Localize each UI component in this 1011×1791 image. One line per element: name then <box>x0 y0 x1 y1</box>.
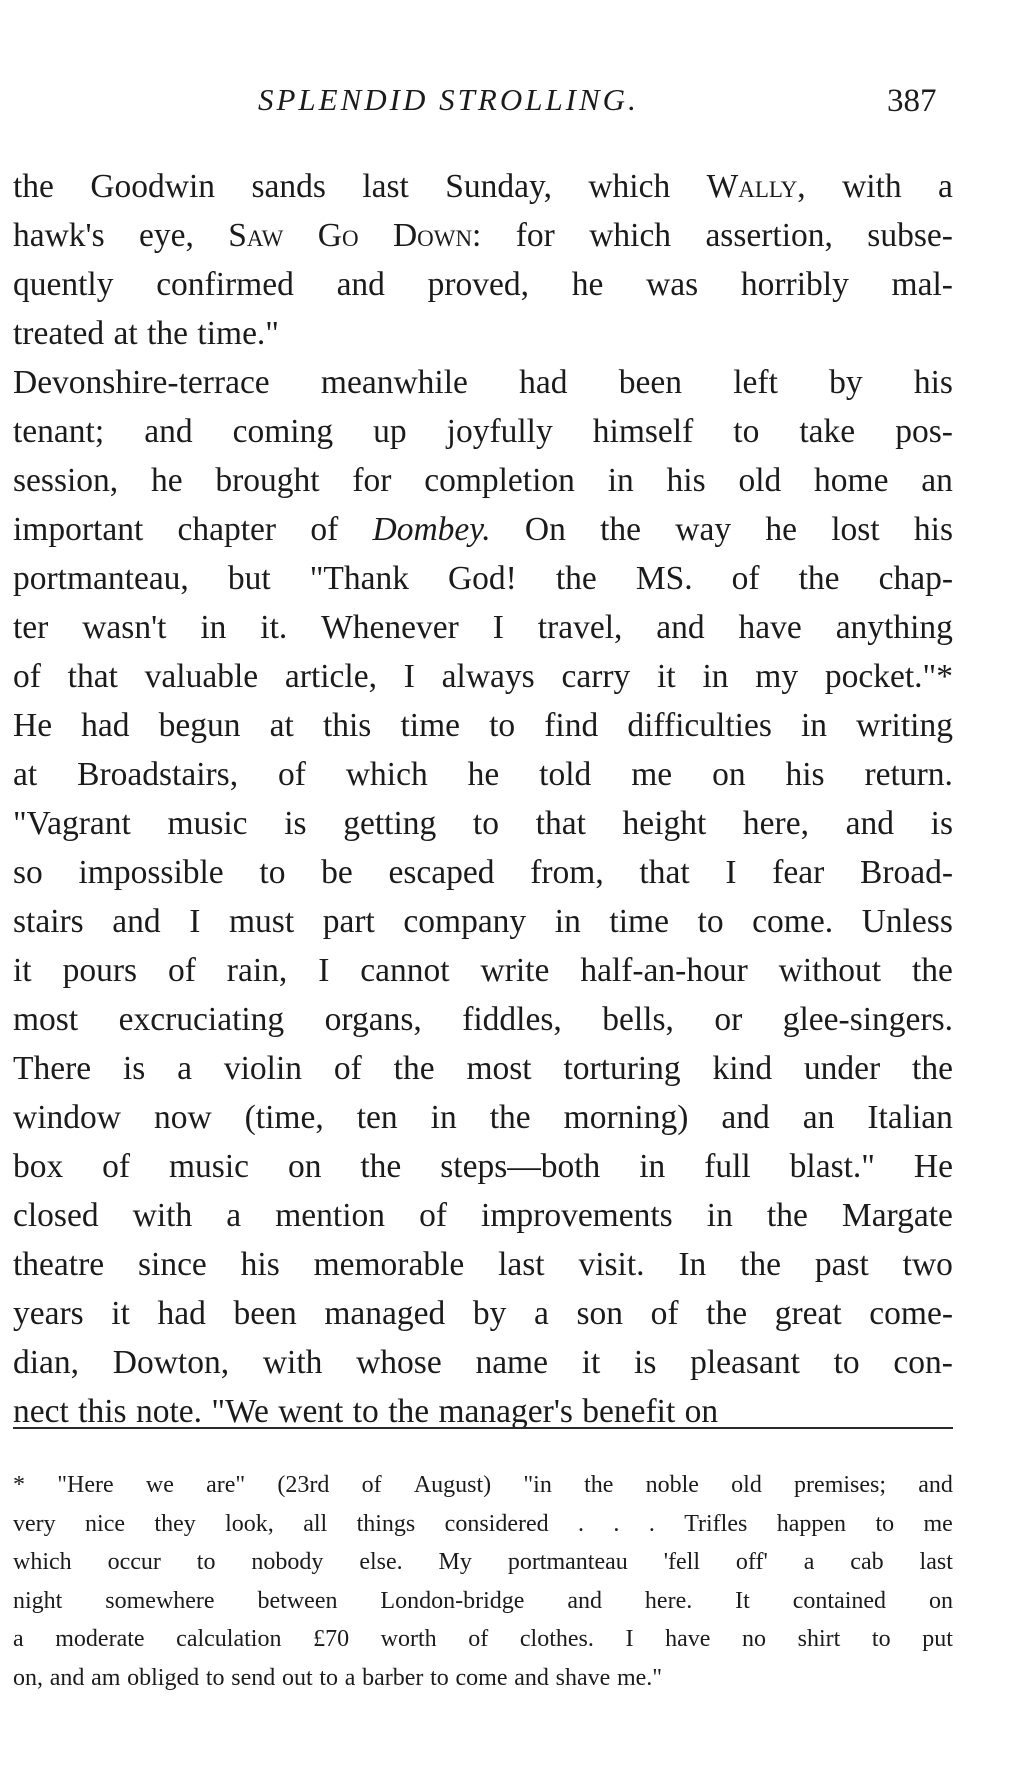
footnote-line: on, and am obliged to send out to a barber to come and shave me." <box>13 1664 663 1691</box>
body-line: stairs and I must part company in time to come. Unless <box>13 903 953 940</box>
body-line: most excruciating organs, fiddles, bells, or glee-singers. <box>13 1001 953 1038</box>
body-line: years it had been managed by a son of the great come- <box>13 1295 953 1332</box>
body-line: dian, Dowton, with whose name it is pleasant to con- <box>13 1344 953 1381</box>
body-line: He had begun at this time to find difficulties in writing <box>13 707 953 744</box>
body-line: box of music on the steps—both in full blast." He <box>13 1148 953 1185</box>
body-line: treated at the time." <box>13 315 279 352</box>
footnote-line: * "Here we are" (23rd of August) "in the noble old premises; and <box>13 1472 953 1498</box>
body-line: the Goodwin sands last Sunday, which Wally, with a <box>13 168 953 205</box>
body-line: hawk's eye, Saw Go Down: for which assertion, subse- <box>13 217 953 254</box>
body-line: Devonshire-terrace meanwhile had been left by his <box>13 364 953 401</box>
body-line: tenant; and coming up joyfully himself to take pos- <box>13 413 953 450</box>
body-line: nect this note. "We went to the manager's benefit on <box>13 1393 719 1430</box>
body-line: important chapter of Dombey. On the way he lost his <box>13 511 953 548</box>
body-line: "Vagrant music is getting to that height here, and is <box>13 805 953 842</box>
body-line: at Broadstairs, of which he told me on his return. <box>13 756 953 793</box>
running-title: SPLENDID STROLLING. <box>258 82 639 117</box>
footnote-line: night somewhere between London-bridge and here. It contained on <box>13 1587 953 1614</box>
body-line: portmanteau, but "Thank God! the MS. of the chap- <box>13 560 953 597</box>
body-line: so impossible to be escaped from, that I fear Broad- <box>13 854 953 891</box>
body-line: session, he brought for completion in his old home an <box>13 462 953 499</box>
footnote-line: which occur to nobody else. My portmanteau 'fell off' a cab last <box>13 1549 953 1575</box>
body-line: it pours of rain, I cannot write half-an-hour without the <box>13 952 953 989</box>
body-line: quently confirmed and proved, he was horribly mal- <box>13 266 953 303</box>
footnote-rule <box>13 1427 953 1429</box>
running-head <box>0 82 1011 132</box>
body-line: theatre since his memorable last visit. In the past two <box>13 1246 953 1283</box>
body-line: of that valuable article, I always carry it in my pocket."* <box>13 658 953 695</box>
body-line: ter wasn't in it. Whenever I travel, and have anything <box>13 609 953 646</box>
body-line: window now (time, ten in the morning) and an Italian <box>13 1099 953 1136</box>
page-number: 387 <box>887 83 937 119</box>
body-text <box>13 162 953 1436</box>
body-line: closed with a mention of improvements in the Margate <box>13 1197 953 1234</box>
footnote <box>13 1466 953 1697</box>
footnote-line: very nice they look, all things considered . . . Trifles happen to me <box>13 1510 953 1537</box>
footnote-line: a moderate calculation £70 worth of clothes. I have no shirt to put <box>13 1626 953 1652</box>
body-line: There is a violin of the most torturing kind under the <box>13 1050 953 1087</box>
